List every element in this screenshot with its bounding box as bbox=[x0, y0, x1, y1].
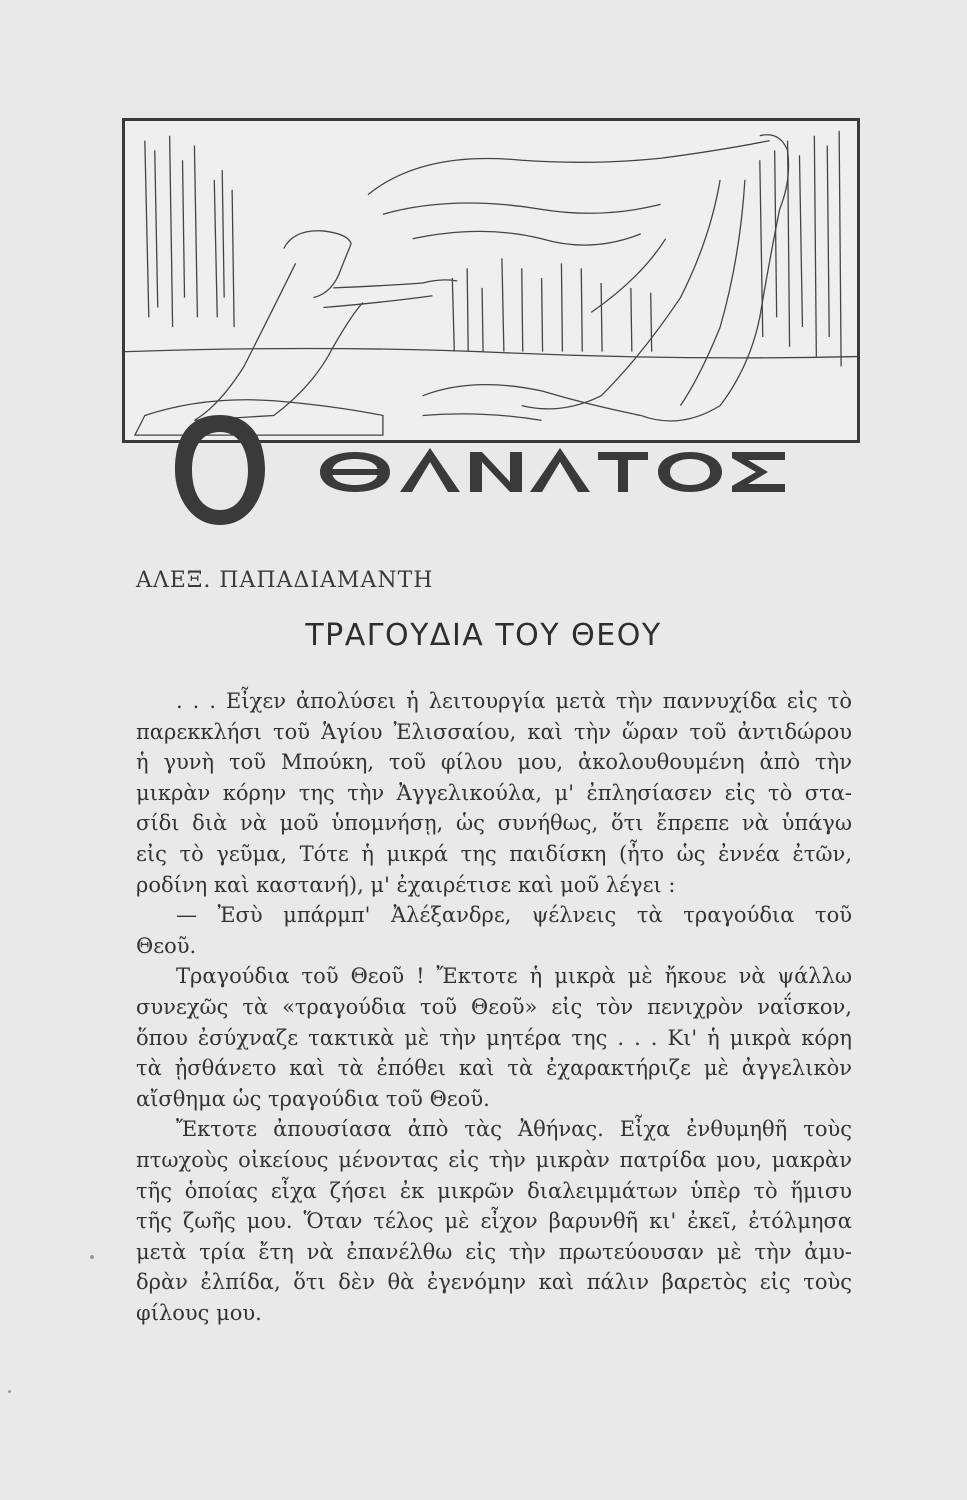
text-line: σίδι διὰ νὰ μοῦ ὑπομνήσῃ, ὡς συνήθως, ὅτι ἔπρεπε νὰ ὑπάγω bbox=[136, 811, 852, 836]
text-line: συνεχῶς τὰ «τραγούδια τοῦ Θεοῦ» εἰς τὸν πενιχρὸν ναΐσκον, bbox=[136, 994, 852, 1019]
text-line: αἴσθημα ὡς τραγούδια τοῦ Θεοῦ. bbox=[136, 1086, 490, 1111]
text-line: εἰς τὸ γεῦμα, Τότε ἡ μικρά της παιδίσκη (ἦτο ὡς ἐννέα ἐτῶν, bbox=[136, 841, 852, 866]
text-line: Τραγούδια τοῦ Θεοῦ ! Ἔκτοτε ἡ μικρὰ μὲ ἤκουε νὰ ψάλλω bbox=[176, 964, 852, 989]
text-line: τῆς ζωῆς μου. Ὅταν τέλος μὲ εἶχον βαρυνθῆ κι' ἐκεῖ, ἐτόλμησα bbox=[136, 1209, 852, 1234]
author-name: ΑΛΕΞ. ΠΑΠΑΔΙΑΜΑΝΤΗ bbox=[136, 568, 434, 593]
text-line: τὰ ᾐσθάνετο καὶ τὰ ἐπόθει καὶ τὰ ἐχαρακτήριζε μὲ ἀγγελικὸν bbox=[136, 1056, 852, 1081]
scan-speck bbox=[90, 1255, 94, 1259]
text-line: μικρὰν κόρην της τὴν Ἀγγελικούλα, μ' ἐπλησίασεν εἰς τὸ στα- bbox=[136, 780, 852, 805]
text-line: ὅπου ἐσύχναζε τακτικὰ μὲ τὴν μητέρα της . . . Κι' ἡ μικρὰ κόρη bbox=[136, 1025, 852, 1050]
illustration-drawing bbox=[125, 121, 857, 440]
text-line: . . . Εἶχεν ἀπολύσει ἡ λειτουργία μετὰ τὴν παννυχίδα εἰς τὸ bbox=[176, 689, 852, 713]
title-logo bbox=[170, 410, 810, 530]
text-line: δρὰν ἐλπίδα, ὅτι δὲν θὰ ἐγενόμην καὶ πάλιν βαρετὸς εἰς τοὺς bbox=[136, 1270, 852, 1295]
text-line: ροδίνη καὶ καστανή), μ' ἐχαιρέτισε καὶ μοῦ λέγει : bbox=[136, 872, 676, 897]
body-text bbox=[136, 686, 852, 1328]
text-line: παρεκκλήσι τοῦ Ἁγίου Ἐλισσαίου, καὶ τὴν ὥραν τοῦ ἀντιδώρου bbox=[136, 719, 852, 744]
text-line: Θεοῦ. bbox=[136, 933, 197, 958]
text-line: μετὰ τρία ἔτη νὰ ἐπανέλθω εἰς τὴν πρωτεύουσαν μὲ τὴν ἀμυ- bbox=[136, 1239, 852, 1264]
text-line: πτωχοὺς οἰκείους μένοντας εἰς τὴν μικρὰν πατρίδα μου, μακρὰν bbox=[136, 1147, 852, 1172]
text-line: Ἔκτοτε ἀπουσίασα ἀπὸ τὰς Ἀθήνας. Εἶχα ἐνθυμηθῆ τοὺς bbox=[176, 1117, 852, 1142]
scan-speck bbox=[8, 1390, 11, 1393]
section-title: ΤΡΑΓΟΥΔΙΑ ΤΟΥ ΘΕΟΥ bbox=[305, 618, 662, 653]
text-line: ἡ γυνὴ τοῦ Μπούκη, τοῦ φίλου μου, ἀκολουθουμένη ἀπὸ τὴν bbox=[136, 750, 852, 775]
text-line: — Ἐσὺ μπάρμπ' Ἀλέξανδρε, ψέλνεις τὰ τραγούδια τοῦ bbox=[176, 903, 852, 928]
text-line: τῆς ὁποίας εἶχα ζήσει ἐκ μικρῶν διαλειμμάτων ὑπὲρ τὸ ἥμισυ bbox=[136, 1178, 852, 1203]
text-line: φίλους μου. bbox=[136, 1300, 262, 1325]
title-lettering-art bbox=[170, 410, 810, 530]
header-illustration bbox=[122, 118, 860, 443]
